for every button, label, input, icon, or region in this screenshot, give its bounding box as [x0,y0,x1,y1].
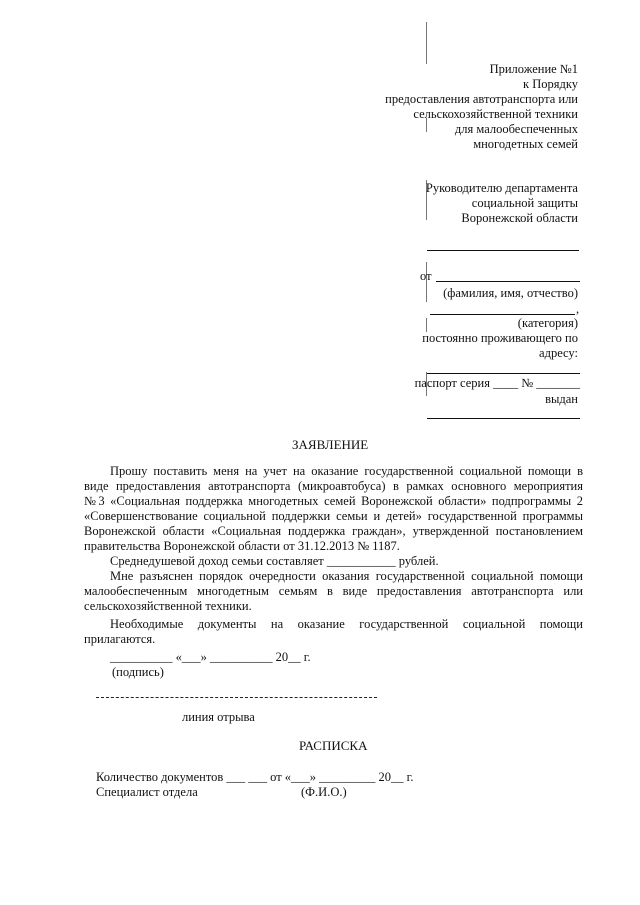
annex-line: сельскохозяйственной техники [413,107,578,121]
date-line: __________ «___» __________ 20__ г. [110,650,311,664]
addressee-line: Руководителю департамента [425,181,578,195]
body-line: Мне разъяснен порядок очередности оказания государственной социальной помощи [110,569,583,583]
body-line: №3 «Социальная поддержка многодетных семей Воронежской области» подпрограммы 2 [84,494,583,508]
comma: , [576,302,580,316]
income-line: Среднедушевой доход семьи составляет ___________ рублей. [110,554,439,568]
tear-line-label: линия отрыва [182,710,255,724]
body-line: малообеспеченным многодетным семьям в виде предоставления автотранспорта или [84,584,583,598]
page-title: ЗАЯВЛЕНИЕ [292,437,369,452]
body-line: прилагаются. [84,632,156,646]
body-line: виде предоставления автотранспорта (микроавтобуса) в рамках основного мероприятия [84,479,583,493]
specialist-label: Специалист отдела [96,785,198,799]
annex-line: к Порядку [523,77,578,91]
tear-line [96,697,377,698]
applicant-name-line[interactable] [436,281,580,282]
body-line: Необходимые документы на оказание государственной социальной помощи [110,617,583,631]
residence-line: адресу: [539,346,578,360]
body-line: сельскохозяйственной техники. [84,599,252,613]
address-line[interactable] [427,373,580,374]
annex-line: многодетных семей [473,137,578,151]
passport-line: паспорт серия ____ № _______ [414,376,580,390]
blank-line[interactable] [427,250,579,251]
body-line: Прошу поставить меня на учет на оказание государственной социальной помощи в [110,464,583,478]
fio-short-caption: (Ф.И.О.) [301,785,347,799]
body-line: правительства Воронежской области от 31.12.2013 № 1187. [84,539,400,553]
issued-line[interactable] [427,418,580,419]
fio-caption: (фамилия, имя, отчество) [443,286,578,300]
category-line[interactable] [430,314,575,315]
residence-line: постоянно проживающего по [422,331,578,345]
annex-line: предоставления автотранспорта или [385,92,578,106]
body-line: Воронежской области «Социальная поддержка граждан», утвержденной постановлением [84,524,583,538]
annex-line: Приложение №1 [489,62,578,76]
doc-count-line: Количество документов ___ ___ от «___» _________ 20__ г. [96,770,414,784]
category-caption: (категория) [517,316,578,330]
signature-caption: (подпись) [112,665,164,679]
from-label: от [420,269,432,283]
issued-label: выдан [545,392,578,406]
annex-line: для малообеспеченных [454,122,578,136]
body-line: «Совершенствование социальной поддержки семьи и детей» государственной программы [84,509,583,523]
addressee-line: Воронежской области [461,211,578,225]
receipt-title: РАСПИСКА [299,738,368,753]
addressee-line: социальной защиты [471,196,578,210]
margin-mark [426,22,427,64]
margin-mark [426,318,427,332]
